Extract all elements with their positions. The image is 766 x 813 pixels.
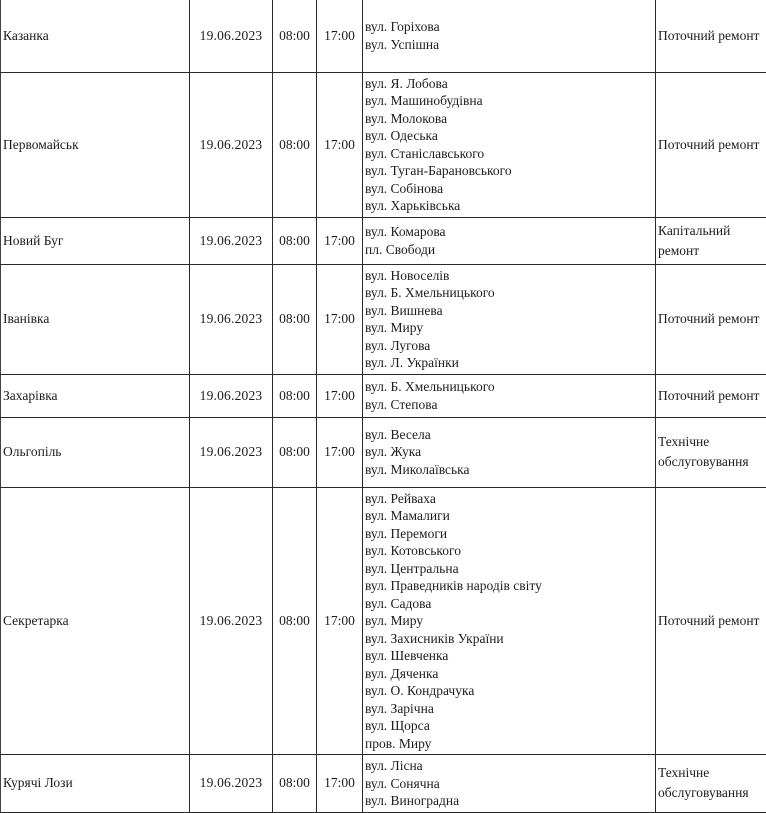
work-type-cell: Поточний ремонт	[656, 374, 766, 417]
table-row	[1, 72, 766, 217]
time-end-cell: 17:00	[317, 0, 363, 72]
street-line: вул. Б. Хмельницького	[365, 285, 495, 300]
table-row	[1, 417, 766, 487]
locality-cell: Секретарка	[1, 487, 190, 755]
street-line: вул. Харьківська	[365, 198, 461, 213]
street-line: вул. Садова	[365, 595, 432, 611]
street-line: вул. Дяченка	[365, 665, 439, 681]
outage-table-body	[1, 0, 766, 812]
date-cell: 19.06.2023	[190, 72, 273, 217]
time-end-cell: 17:00	[317, 217, 363, 264]
street-line: вул. Миру	[365, 320, 424, 335]
time-start-cell: 08:00	[273, 417, 317, 487]
table-row	[1, 487, 766, 755]
street-line: вул. Мамалиги	[365, 508, 450, 523]
street-line: вул. Весела	[365, 426, 431, 442]
date-cell: 19.06.2023	[190, 0, 273, 72]
time-start-cell: 08:00	[273, 0, 317, 72]
street-line: вул. Захисників України	[365, 630, 504, 646]
date-cell: 19.06.2023	[190, 217, 273, 264]
streets-cell	[363, 217, 656, 264]
street-line: вул. Комарова	[365, 224, 446, 239]
work-type-cell: Поточний ремонт	[656, 0, 766, 72]
date-cell: 19.06.2023	[190, 264, 273, 374]
locality-cell: Захарівка	[1, 374, 190, 417]
street-line: вул. Я. Лобова	[365, 75, 448, 91]
street-line: вул. Молокова	[365, 110, 448, 126]
time-start-cell: 08:00	[273, 72, 317, 217]
streets-cell	[363, 755, 656, 813]
street-line: вул. Щорса	[365, 718, 430, 733]
time-end-cell: 17:00	[317, 72, 363, 217]
date-cell: 19.06.2023	[190, 417, 273, 487]
time-start-cell: 08:00	[273, 755, 317, 813]
street-line: вул. Вишнева	[365, 302, 443, 318]
street-line: вул. Виноградна	[365, 793, 460, 808]
street-line: вул. Степова	[365, 396, 438, 412]
street-line: вул. Лісна	[365, 758, 423, 773]
street-line: пров. Миру	[365, 735, 432, 751]
date-cell: 19.06.2023	[190, 487, 273, 755]
street-line: вул. Одеська	[365, 128, 438, 143]
street-line: вул. Шевченка	[365, 648, 449, 663]
locality-cell: Казанка	[1, 0, 190, 72]
street-line: вул. Котовського	[365, 543, 461, 558]
work-type-cell: Поточний ремонт	[656, 487, 766, 755]
street-line: пл. Свободи	[365, 241, 436, 257]
street-line: вул. Миру	[365, 613, 424, 628]
date-cell: 19.06.2023	[190, 755, 273, 813]
time-start-cell: 08:00	[273, 487, 317, 755]
streets-cell	[363, 72, 656, 217]
time-end-cell: 17:00	[317, 755, 363, 813]
street-line: вул. Рейваха	[365, 490, 436, 506]
street-line: вул. Лугова	[365, 337, 431, 353]
time-end-cell: 17:00	[317, 487, 363, 755]
time-start-cell: 08:00	[273, 217, 317, 264]
street-line: вул. Б. Хмельницького	[365, 379, 495, 394]
street-line: вул. Л. Українки	[365, 355, 459, 370]
street-line: вул. Новоселів	[365, 267, 450, 283]
time-end-cell: 17:00	[317, 374, 363, 417]
streets-cell	[363, 487, 656, 755]
time-start-cell: 08:00	[273, 264, 317, 374]
work-type-cell: Капітальний ремонт	[656, 217, 766, 264]
table-row	[1, 374, 766, 417]
street-line: вул. Праведників народів світу	[365, 578, 542, 593]
work-type-cell: Технічне обслуговування	[656, 755, 766, 813]
time-start-cell: 08:00	[273, 374, 317, 417]
street-line: вул. Сонячна	[365, 775, 440, 791]
street-line: вул. Центральна	[365, 560, 459, 576]
streets-cell	[363, 0, 656, 72]
street-line: вул. Собінова	[365, 180, 444, 196]
table-row	[1, 217, 766, 264]
streets-cell	[363, 374, 656, 417]
street-line: вул. Горіхова	[365, 19, 440, 35]
table-row	[1, 0, 766, 72]
table-row	[1, 755, 766, 813]
date-cell: 19.06.2023	[190, 374, 273, 417]
street-line: вул. Жука	[365, 444, 422, 460]
street-line: вул. Станіславського	[365, 145, 485, 161]
streets-cell	[363, 264, 656, 374]
streets-cell	[363, 417, 656, 487]
locality-cell: Курячі Лози	[1, 755, 190, 813]
locality-cell: Первомайськ	[1, 72, 190, 217]
street-line: вул. Машинобудівна	[365, 93, 483, 108]
time-end-cell: 17:00	[317, 417, 363, 487]
street-line: вул. Туган-Барановського	[365, 163, 512, 178]
street-line: вул. О. Кондрачука	[365, 683, 475, 698]
work-type-cell: Технічне обслуговування	[656, 417, 766, 487]
table-row	[1, 264, 766, 374]
street-line: вул. Успішна	[365, 36, 440, 52]
street-line: вул. Миколаївська	[365, 461, 470, 477]
work-type-cell: Поточний ремонт	[656, 72, 766, 217]
street-line: вул. Зарічна	[365, 700, 434, 716]
time-end-cell: 17:00	[317, 264, 363, 374]
locality-cell: Новий Буг	[1, 217, 190, 264]
work-type-cell: Поточний ремонт	[656, 264, 766, 374]
locality-cell: Іванівка	[1, 264, 190, 374]
street-line: вул. Перемоги	[365, 525, 448, 541]
locality-cell: Ольгопіль	[1, 417, 190, 487]
